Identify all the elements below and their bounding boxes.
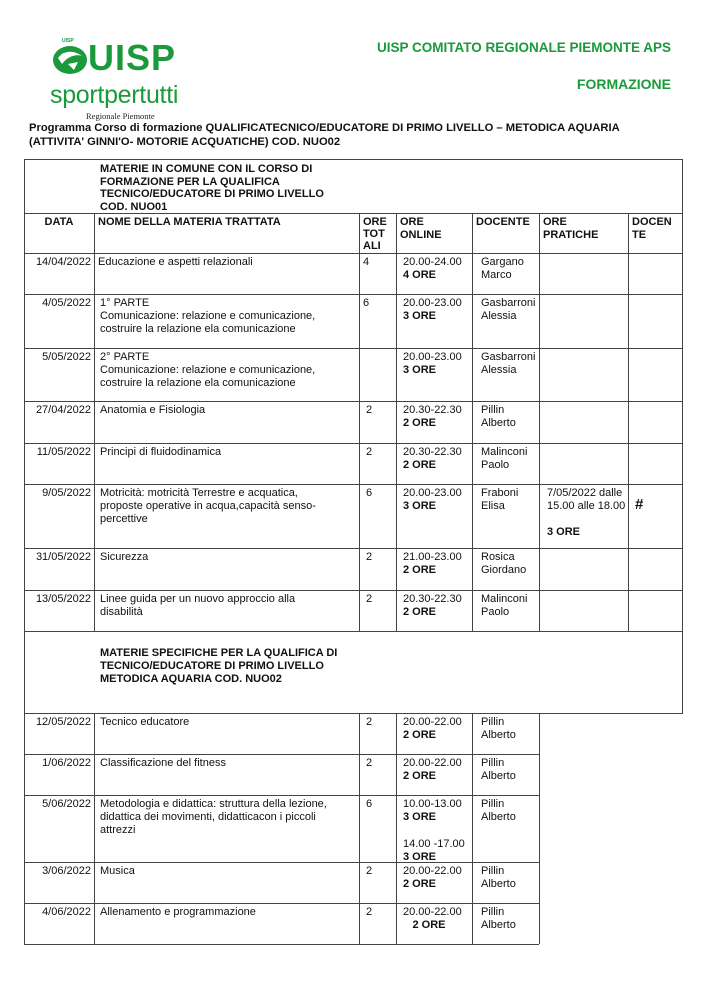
row6-docente: Fraboni Elisa bbox=[481, 487, 519, 512]
s2-row5-ore-online: 2 ORE bbox=[412, 919, 446, 931]
row6-materia: Motricità: motricità Terrestre e acquatica, proposte operative in acqua,capacità senso-percettive bbox=[100, 487, 316, 525]
row2-ore: 6 bbox=[363, 297, 370, 309]
col-header-ore-online: ORE ONLINE bbox=[400, 216, 442, 241]
row5-docente: Malinconi Paolo bbox=[481, 446, 528, 471]
col-header-ore-pratiche: ORE PRATICHE bbox=[543, 216, 599, 241]
row8-data: 13/05/2022 bbox=[35, 593, 91, 605]
s2-row4-ore-online: 2 ORE bbox=[403, 878, 437, 890]
s2-row2-materia: Classificazione del fitness bbox=[100, 757, 226, 769]
s2-row1-ore-online: 2 ORE bbox=[403, 729, 437, 741]
s2-row3-orario2: 14.00 -17.00 bbox=[403, 838, 465, 850]
org-title: UISP COMITATO REGIONALE PIEMONTE APS bbox=[376, 40, 671, 55]
row3-data: 5/05/2022 bbox=[42, 351, 91, 363]
s2-row3-ore-online2: 3 ORE bbox=[403, 851, 437, 863]
s2-row1-docente: Pillin Alberto bbox=[481, 716, 516, 741]
row8-ore: 2 bbox=[366, 593, 373, 605]
row6-pratiche-ore: 3 ORE bbox=[547, 526, 581, 538]
row6-docente2: # bbox=[635, 496, 644, 513]
s2-row1-ore: 2 bbox=[366, 716, 373, 728]
s2-row1-materia: Tecnico educatore bbox=[100, 716, 190, 728]
s2-row4-orario: 20.00-22.00 bbox=[403, 865, 462, 877]
s2-row1-data: 12/05/2022 bbox=[35, 716, 91, 728]
row5-data: 11/05/2022 bbox=[36, 446, 91, 458]
row4-ore: 2 bbox=[366, 404, 373, 416]
logo-region: Regionale Piemonte bbox=[86, 111, 155, 121]
s2-row2-ore-online: 2 ORE bbox=[403, 770, 437, 782]
course-program-title: Programma Corso di formazione QUALIFICATECNICO/EDUCATORE DI PRIMO LIVELLO – METODICA AQUARIA (ATTIVITA' GINNI'O- MOTORIE ACQUATICHE) COD. NUO02 bbox=[29, 122, 620, 148]
s2-row3-data: 5/06/2022 bbox=[42, 798, 91, 810]
logo-brand: UISP bbox=[88, 37, 177, 78]
row8-orario: 20.30-22.30 bbox=[403, 593, 462, 605]
row6-ore-online: 3 ORE bbox=[403, 500, 437, 512]
s2-row2-orario: 20.00-22.00 bbox=[403, 757, 462, 769]
row1-docente: Gargano Marco bbox=[481, 256, 524, 281]
row4-materia: Anatomia e Fisiologia bbox=[100, 404, 206, 416]
s2-row4-materia: Musica bbox=[100, 865, 135, 877]
s2-row5-ore: 2 bbox=[366, 906, 373, 918]
s2-row5-docente: Pillin Alberto bbox=[481, 906, 516, 931]
s2-row4-data: 3/06/2022 bbox=[42, 865, 91, 877]
row4-data: 27/04/2022 bbox=[35, 404, 91, 416]
s2-row5-materia: Allenamento e programmazione bbox=[100, 906, 256, 918]
section2-title: MATERIE SPECIFICHE PER LA QUALIFICA DI TECNICO/EDUCATORE DI PRIMO LIVELLO METODICA AQUARIA COD. NUO02 bbox=[100, 647, 338, 685]
row4-orario: 20.30-22.30 bbox=[403, 404, 462, 416]
row5-ore: 2 bbox=[366, 446, 373, 458]
row1-orario: 20.00-24.00 bbox=[403, 256, 462, 268]
section1-title: MATERIE IN COMUNE CON IL CORSO DI FORMAZIONE PER LA QUALIFICA TECNICO/EDUCATORE DI PRIMO LIVELLO COD. NUO01 bbox=[100, 163, 324, 213]
row2-materia-part: 1° PARTE bbox=[100, 297, 150, 309]
row7-ore: 2 bbox=[366, 551, 373, 563]
row6-data: 9/05/2022 bbox=[42, 487, 91, 499]
row5-materia: Principi di fluidodinamica bbox=[100, 446, 222, 458]
row2-data: 4/05/2022 bbox=[42, 297, 91, 309]
row2-docente: Gasbarroni Alessia bbox=[481, 297, 536, 322]
row4-ore-online: 2 ORE bbox=[403, 417, 437, 429]
col-header-data: DATA bbox=[44, 216, 74, 228]
row6-pratiche: 7/05/2022 dalle 15.00 alle 18.00 bbox=[547, 487, 626, 512]
s2-row3-orario: 10.00-13.00 bbox=[403, 798, 462, 810]
col-header-docente2: DOCEN TE bbox=[632, 216, 672, 241]
row3-ore-online: 3 ORE bbox=[403, 364, 437, 376]
s2-row3-ore: 6 bbox=[366, 798, 373, 810]
row7-ore-online: 2 ORE bbox=[403, 564, 437, 576]
s2-row5-data: 4/06/2022 bbox=[42, 906, 91, 918]
row1-materia: Educazione e aspetti relazionali bbox=[98, 256, 253, 268]
s2-row2-ore: 2 bbox=[366, 757, 373, 769]
row3-orario: 20.00-23.00 bbox=[403, 351, 462, 363]
row4-docente: Pillin Alberto bbox=[481, 404, 516, 429]
row8-docente: Malinconi Paolo bbox=[481, 593, 528, 618]
col-header-ore-totali: ORE TOT ALI bbox=[363, 216, 387, 252]
s2-row3-ore-online: 3 ORE bbox=[403, 811, 437, 823]
row6-orario: 20.00-23.00 bbox=[403, 487, 462, 499]
row3-docente: Gasbarroni Alessia bbox=[481, 351, 536, 376]
row6-ore: 6 bbox=[366, 487, 373, 499]
row7-orario: 21.00-23.00 bbox=[403, 551, 462, 563]
row3-materia: Comunicazione: relazione e comunicazione, costruire la relazione ela comunicazione bbox=[100, 364, 316, 389]
s2-row2-data: 1/06/2022 bbox=[42, 757, 91, 769]
row2-materia: Comunicazione: relazione e comunicazione, costruire la relazione ela comunicazione bbox=[100, 310, 316, 335]
row2-orario: 20.00-23.00 bbox=[403, 297, 462, 309]
row3-materia-part: 2° PARTE bbox=[100, 351, 150, 363]
row1-data: 14/04/2022 bbox=[35, 256, 91, 268]
s2-row3-docente: Pillin Alberto bbox=[481, 798, 516, 823]
row1-ore: 4 bbox=[363, 256, 370, 268]
s2-row5-orario: 20.00-22.00 bbox=[403, 906, 462, 918]
s2-row2-docente: Pillin Alberto bbox=[481, 757, 516, 782]
col-header-docente: DOCENTE bbox=[476, 216, 530, 228]
s2-row3-materia: Metodologia e didattica: struttura della lezione, didattica dei movimenti, didatticacon i piccoli attrezzi bbox=[100, 798, 327, 836]
logo-tagline: sportpertutti bbox=[50, 81, 179, 109]
row7-materia: Sicurezza bbox=[100, 551, 149, 563]
section-title: FORMAZIONE bbox=[576, 76, 671, 92]
row5-ore-online: 2 ORE bbox=[403, 459, 437, 471]
row8-ore-online: 2 ORE bbox=[403, 606, 437, 618]
row8-materia: Linee guida per un nuovo approccio alla disabilità bbox=[100, 593, 296, 618]
row7-data: 31/05/2022 bbox=[35, 551, 91, 563]
row7-docente: Rosica Giordano bbox=[481, 551, 527, 576]
s2-row4-ore: 2 bbox=[366, 865, 373, 877]
row3-ore bbox=[360, 349, 396, 353]
s2-row4-docente: Pillin Alberto bbox=[481, 865, 516, 890]
row5-orario: 20.30-22.30 bbox=[403, 446, 462, 458]
row1-ore-online: 4 ORE bbox=[403, 269, 437, 281]
col-header-materia: NOME DELLA MATERIA TRATTATA bbox=[98, 216, 281, 228]
row2-ore-online: 3 ORE bbox=[403, 310, 437, 322]
s2-row1-orario: 20.00-22.00 bbox=[403, 716, 462, 728]
logo-small-text: UISP bbox=[62, 38, 74, 44]
